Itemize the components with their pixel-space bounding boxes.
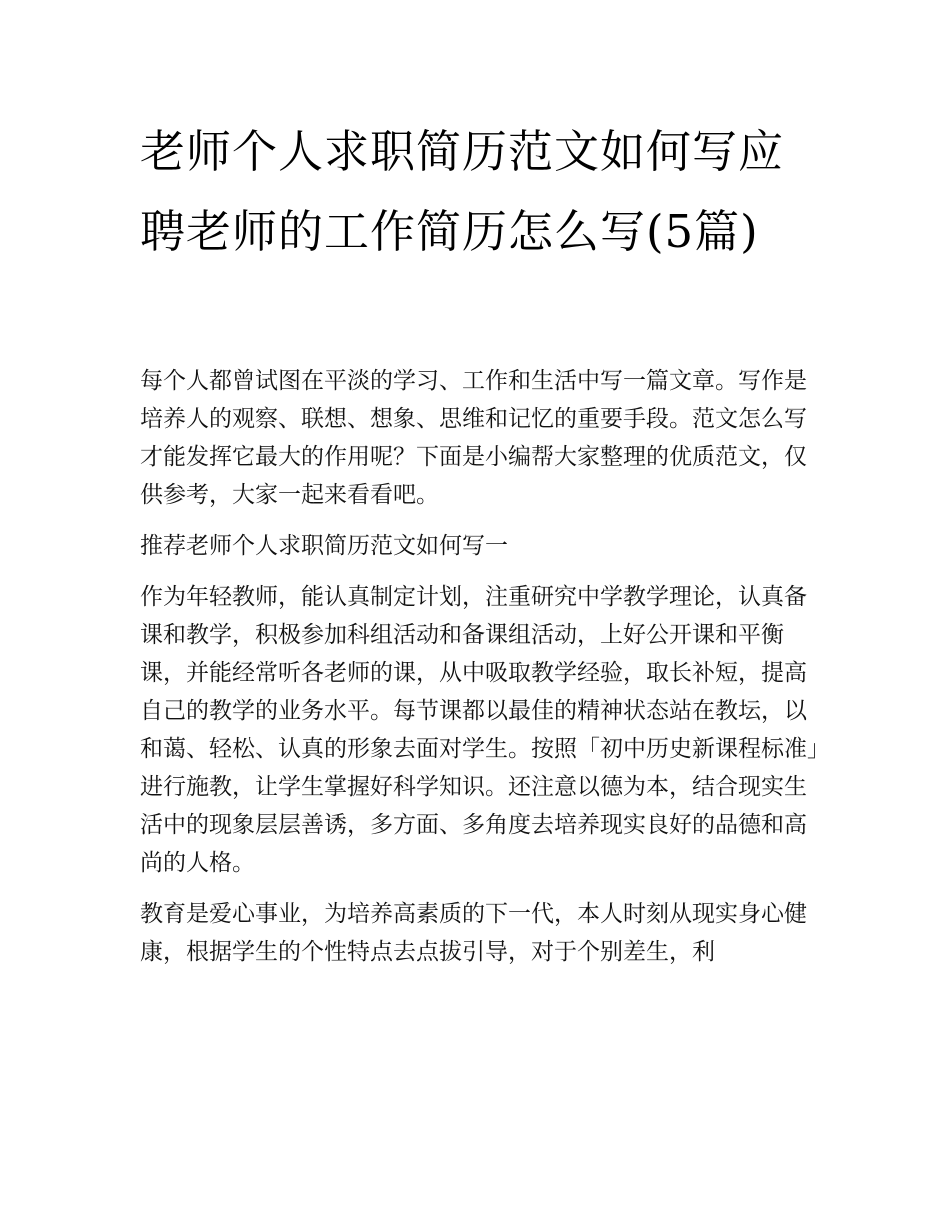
section-heading: 推荐老师个人求职简历范文如何写一: [140, 533, 508, 559]
paragraph-intro: 每个人都曾试图在平淡的学习、工作和生活中写一篇文章。写作是培养人的观察、联想、想象、思维和记忆的重要手段。范文怎么写才能发挥它最大的作用呢？下面是小编帮大家整理的优质范文，仅供参考，大家一起来看看吧。: [140, 368, 807, 508]
document-body: [140, 362, 820, 984]
paragraph-education: 教育是爱心事业，为培养高素质的下一代，本人时刻从现实身心健康，根据学生的个性特点去点拔引导，对于个别差生，利: [140, 901, 807, 965]
document-title: 老师个人求职简历范文如何写应聘老师的工作简历怎么写(5篇): [140, 125, 785, 258]
paragraph-teaching: 作为年轻教师，能认真制定计划，注重研究中学教学理论，认真备课和教学，积极参加科组活动和备课组活动，上好公开课和平衡课，并能经常听各老师的课，从中吸取教学经验，取长补短，提高自己的教学的业务水平。每节课都以最佳的精神状态站在教坛，以和蔼、轻松、认真的形象去面对学生。按照「初中历史新课程标准」进行施教，让学生掌握好科学知识。还注意以德为本，结合现实生活中的现象层层善诱，多方面、多角度去培养现实良好的品德和高尚的人格。: [140, 584, 819, 876]
